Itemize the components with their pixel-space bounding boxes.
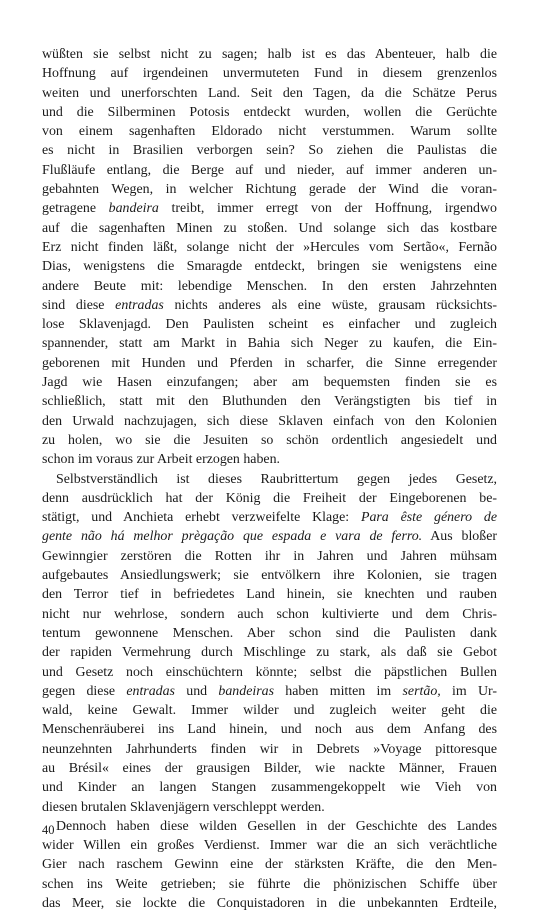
text-run: Flußläufe entlang, die Berge auf und nieder, auf immer anderen un- (42, 162, 497, 178)
text-run: im Ur- (440, 683, 498, 699)
text-run: treibt, immer erregt von der Hoffnung, irgendwo (158, 201, 497, 217)
text-line (42, 412, 497, 431)
text-run: auf die sagenhaften Minen zu stoßen. Und solange sich das kostbare (42, 220, 497, 236)
text-line (42, 701, 497, 720)
text-line (42, 450, 497, 469)
text-line (42, 817, 497, 836)
text-run: den Terror tief in befriedetes Land hinein, sie knechten und rauben (42, 587, 497, 603)
text-run: nicht nur wehrlose, sondern auch schon kultivierte und dem Chris- (42, 606, 497, 622)
text-line (42, 122, 497, 141)
text-line (42, 682, 497, 701)
text-run: Hoffnung auf irgendeinen unvermuteten Fund in diesem grenzenlos (42, 66, 497, 82)
text-run: weiten und unerforschten Land. Seit den Tagen, da die Schätze Perus (42, 85, 497, 101)
text-line (42, 489, 497, 508)
text-run: wüßten sie selbst nicht zu sagen; halb ist es das Abenteuer, halb die (42, 47, 497, 62)
text-run: zu holen, wo sie die Jesuiten so schön ordentlich angesiedelt und (42, 432, 497, 448)
text-run: Dias, wenigstens die Smaragde entdeckt, bringen sie wenigstens eine (42, 259, 497, 275)
text-line (42, 894, 497, 913)
text-run: schon im voraus zur Arbeit erzogen haben. (42, 452, 280, 468)
text-run: getragene (42, 201, 109, 217)
text-line (42, 566, 497, 585)
text-run: stätigt, und Anchieta erhebt verzweifelte Klage: (42, 510, 361, 526)
text-run: spannender, statt am Markt in Bahia sich Neger zu kaufen, die Ein- (42, 336, 497, 352)
italic-text: entradas (126, 683, 175, 699)
text-run: der rapiden Vermehrung durch Mischlinge zu stark, als daß sie Gebot (42, 645, 497, 661)
text-run: den Urwald nachzujagen, sich diese Sklaven einfach von den Kolonien (42, 413, 497, 429)
text-run: und (174, 683, 219, 699)
text-run: sind diese (42, 297, 116, 313)
text-line (42, 643, 497, 662)
text-line (42, 392, 497, 411)
text-run: und die Silberminen Potosis entdeckt wurden, wollen die Gerüchte (42, 104, 497, 120)
text-run: diesen brutalen Sklavenjägern verschleppt werden. (42, 799, 325, 815)
text-line (42, 199, 497, 218)
text-line (42, 257, 497, 276)
text-line (42, 334, 497, 353)
text-run: Selbstverständlich ist dieses Raubrittertum gegen jedes Gesetz, (56, 471, 497, 487)
text-run: andere Beute mit: lebendige Menschen. In den ersten Jahrzehnten (42, 278, 497, 294)
text-run: Gier nach raschem Gewinn eine der stärksten Kräfte, die den Men- (42, 857, 497, 873)
text-run: neunzehnten Jahrhunderts finden wir in Debrets »Voyage pittoresque (42, 741, 497, 757)
text-run: tentum gewonnene Menschen. Aber schon sind die Paulisten dank (42, 625, 497, 641)
italic-text: bandeira (108, 201, 159, 217)
text-run: von einem sagenhaften Eldorado nicht verstummen. Warum sollte (42, 124, 497, 140)
text-line (42, 315, 497, 334)
text-run: Aus bloßer (422, 529, 497, 545)
text-line (42, 296, 497, 315)
text-run: Gewinngier zerstören die Rotten ihr in Jahren und Jahren mühsam (42, 548, 497, 564)
page-number: 40 (42, 823, 55, 837)
text-run: es nicht in Brasilien verborgen sein? So ziehen die Paulistas die (42, 143, 497, 159)
text-line (42, 45, 497, 64)
text-line (42, 624, 497, 643)
text-line (42, 720, 497, 739)
text-line (42, 605, 497, 624)
text-run: und Kinder an langen Stangen zusammengekoppelt wie Vieh von (42, 780, 497, 796)
text-line (42, 778, 497, 797)
text-line (42, 277, 497, 296)
text-line (42, 508, 497, 527)
text-line (42, 470, 497, 489)
text-line (42, 354, 497, 373)
text-line (42, 219, 497, 238)
text-line (42, 431, 497, 450)
text-line (42, 585, 497, 604)
text-run: denn ausdrücklich hat der König die Freiheit der Eingeborenen be- (42, 490, 497, 506)
italic-text: sertão, (402, 683, 441, 699)
text-line (42, 180, 497, 199)
text-run: Menschenräuberei ins Land hinein, und noch aus dem Anfang des (42, 722, 497, 738)
text-run: nichts anderes als eine wüste, grausam rücksichts- (163, 297, 497, 313)
text-line (42, 103, 497, 122)
text-run: schließlich, statt mit den Bluthunden den Verängstigten bis tief in (42, 394, 497, 410)
text-run: Dennoch haben diese wilden Gesellen in der Geschichte des Landes (56, 818, 497, 834)
text-line (42, 798, 497, 817)
text-line (42, 663, 497, 682)
text-run: geborenen mit Hunden und Pferden in scharfer, die Sinne erregender (42, 355, 497, 371)
text-line (42, 759, 497, 778)
text-run: Erz nicht finden läßt, solange nicht der »Hercules vom Sertão«, Fernão (42, 239, 497, 255)
text-line (42, 547, 497, 566)
text-run: Jagd wie Hasen einzufangen; aber am bequemsten finden sie es (42, 375, 497, 391)
text-run: au Brésil« eines der grausigen Bilder, wie nackte Männer, Frauen (42, 760, 497, 776)
text-line (42, 740, 497, 759)
text-run: wider Willen ein großes Verdienst. Immer war die an sich verächtliche (42, 838, 497, 854)
text-run: lose Sklavenjagd. Den Paulisten scheint es einfacher und zugleich (42, 317, 497, 333)
italic-text: entradas (115, 297, 164, 313)
italic-text: Para êste género de (360, 510, 497, 526)
text-run: aufgebautes Ansiedlungswerk; sie entvölkern ihre Kolonien, sie tragen (42, 568, 497, 584)
text-run: schen ins Weite getrieben; sie führte die phönizischen Schiffe über (42, 876, 497, 892)
italic-text: gente não há melhor prègação que espada e vara de ferro. (42, 529, 423, 545)
text-line (42, 238, 497, 257)
text-line (42, 373, 497, 392)
text-line (42, 527, 497, 546)
italic-text: bandeiras (218, 683, 274, 699)
text-run: und Gesetz noch einschüchtern könnte; selbst die päpstlichen Bullen (42, 664, 497, 680)
text-run: gebahnten Wegen, in welcher Richtung gerade der Wind die voran- (42, 182, 497, 198)
text-line (42, 141, 497, 160)
text-line (42, 64, 497, 83)
body-text (42, 45, 497, 913)
text-run: das Meer, sie lockte die Conquistadoren in die unbekannten Erdteile, (42, 896, 497, 912)
text-line (42, 836, 497, 855)
text-run: wald, keine Gewalt. Immer wilder und zugleich weiter geht die (42, 703, 497, 719)
text-line (42, 161, 497, 180)
text-line (42, 875, 497, 894)
text-run: haben mitten im (273, 683, 403, 699)
text-run: gegen diese (42, 683, 127, 699)
text-line (42, 855, 497, 874)
text-line (42, 84, 497, 103)
